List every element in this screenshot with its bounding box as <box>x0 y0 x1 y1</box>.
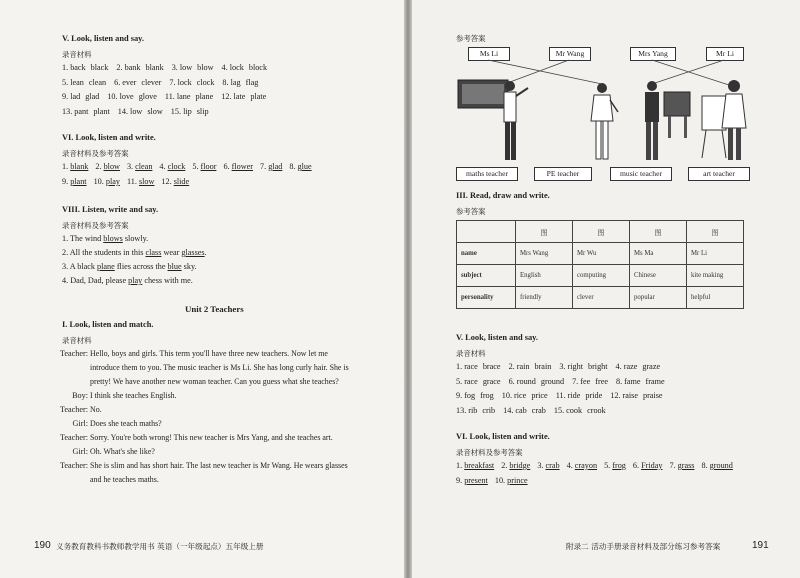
word: 11. ride <box>555 391 581 401</box>
word: ground <box>540 376 565 386</box>
item-number: 5. <box>192 162 201 171</box>
word: grace <box>482 376 501 386</box>
item-number: 6. <box>223 162 232 171</box>
right-sec6-sub: 录音材料及参考答案 <box>456 448 523 457</box>
answer-word: frog <box>612 461 626 470</box>
table-cell: clever <box>573 287 630 309</box>
speaker-label: Teacher: <box>59 349 88 358</box>
item-number: 8. <box>701 461 710 470</box>
name-tag-2: Mr Wang <box>549 47 591 61</box>
sentence-4: 4. Dad, Dad, please play chess with me. <box>62 276 193 285</box>
item-number: 1. <box>456 461 465 470</box>
word: 1. back <box>62 63 86 72</box>
word: 9. lad <box>62 92 81 102</box>
left-sec5-sub: 录音材料 <box>62 50 92 59</box>
item-number: 12. <box>161 177 174 186</box>
table-header-row <box>457 221 744 243</box>
word: 15. cook <box>553 405 583 415</box>
word: 13. rib <box>456 405 478 415</box>
word: 10. love <box>107 92 134 102</box>
speaker-label: Girl: <box>72 419 88 428</box>
word: 12. late <box>221 92 246 102</box>
table-cell: Chinese <box>630 265 687 287</box>
speaker-label: Boy: <box>72 391 88 400</box>
item-number: 7. <box>260 162 269 171</box>
item-number: 6. <box>632 461 642 470</box>
answer-word: floor <box>200 162 217 171</box>
name-tag-1: Ms Li <box>468 47 510 61</box>
word-pair-line <box>62 107 217 116</box>
word: 5. race <box>456 376 478 386</box>
item-number: 9. <box>456 476 465 485</box>
answer-word: plant <box>70 177 87 186</box>
sentence-3: 3. A black plane flies across the blue sky. <box>62 262 197 271</box>
word: flag <box>245 77 259 87</box>
answer-word: slow <box>138 177 155 186</box>
subject-tag-4: art teacher <box>688 167 750 181</box>
word: 15. lip <box>170 106 192 116</box>
answer-word: clean <box>135 162 153 171</box>
word-pair-line <box>62 78 266 87</box>
table-cell: 图 <box>687 221 744 243</box>
answer-word: crab <box>545 461 560 470</box>
dialogue-line: No. <box>90 405 102 414</box>
table-cell: Mr Wu <box>573 243 630 265</box>
table-cell: Mrs Wang <box>516 243 573 265</box>
word-pair-line <box>456 377 673 386</box>
book-gutter <box>404 0 412 578</box>
table-cell: Mr Li <box>687 243 744 265</box>
table-cell: 图 <box>630 221 687 243</box>
answer-word: Friday <box>641 461 663 470</box>
left-sec1-sub: 录音材料 <box>62 336 92 345</box>
word: glad <box>85 92 100 102</box>
word: frame <box>645 376 665 386</box>
dialogue-line: Hello, boys and girls. This term you'll have three new teachers. Now let me <box>90 349 328 358</box>
word: 14. cab <box>503 405 527 415</box>
word: brain <box>534 362 552 371</box>
word: blow <box>197 63 214 72</box>
answer-word: ground <box>709 461 733 470</box>
word-pair-line <box>456 362 668 371</box>
word: pride <box>585 391 603 401</box>
word: 8. lag <box>222 77 241 87</box>
word-pair-line <box>456 391 671 400</box>
right-sec3-sub: 参考答案 <box>456 207 486 216</box>
word: 14. low <box>117 106 143 116</box>
word: graze <box>642 362 661 371</box>
word: 1. race <box>456 362 478 371</box>
word-pair-line <box>62 63 275 72</box>
answer-word: blow <box>103 162 120 171</box>
word: plate <box>250 92 267 102</box>
subject-tag-3: music teacher <box>610 167 672 181</box>
answer-word: glue <box>297 162 312 171</box>
right-sec5-sub: 录音材料 <box>456 349 486 358</box>
word: 12. raise <box>610 391 638 401</box>
word: plant <box>93 106 110 116</box>
table-corner-cell <box>457 221 516 243</box>
name-tag-4: Mr Li <box>706 47 744 61</box>
word: block <box>248 63 268 72</box>
name-tag-3: Mrs Yang <box>630 47 676 61</box>
item-number: 4. <box>159 162 168 171</box>
word: 4. raze <box>615 362 638 371</box>
row-label: name <box>457 243 516 265</box>
left-sec8-heading: VIII. Listen, write and say. <box>62 205 159 214</box>
table-cell: Ms Ma <box>630 243 687 265</box>
page-number-left: 190 <box>34 540 51 551</box>
table-row <box>457 287 744 309</box>
left-sec6-heading: VI. Look, listen and write. <box>62 133 156 142</box>
answer-word: flower <box>231 162 254 171</box>
word: slip <box>196 106 209 116</box>
matching-illustration <box>412 0 800 190</box>
item-number: 10. <box>93 177 106 186</box>
running-footer-left: 义务教育教科书教师教学用书 英语（一年级起点）五年级上册 <box>56 542 264 551</box>
left-sec5-heading: V. Look, listen and say. <box>62 34 144 43</box>
word-pair-line <box>62 92 274 101</box>
speaker-label: Teacher: <box>59 461 88 470</box>
info-table <box>456 220 744 309</box>
left-sec6-sub: 录音材料及参考答案 <box>62 149 129 158</box>
item-number: 5. <box>604 461 613 470</box>
dialogue-line: I think she teaches English. <box>90 391 177 400</box>
music-teacher-figure <box>645 81 690 160</box>
answer-word: bridge <box>509 461 531 470</box>
item-number: 4. <box>566 461 575 470</box>
answer-word: crayon <box>574 461 598 470</box>
answer-word: grass <box>677 461 695 470</box>
speaker-label: Teacher: <box>59 405 88 414</box>
left-sec6-line1 <box>62 162 319 171</box>
matching-lines <box>488 60 732 86</box>
unit-title: Unit 2 Teachers <box>185 304 244 314</box>
left-sec1-heading: I. Look, listen and match. <box>62 320 154 329</box>
right-page <box>412 0 800 578</box>
word: bright <box>587 362 608 371</box>
word: crib <box>482 405 496 415</box>
dialogue-line: and he teaches maths. <box>90 475 159 484</box>
table-cell: kite making <box>687 265 744 287</box>
dialogue-line: Sorry. You're both wrong! This new teacher is Mrs Yang, and she teaches art. <box>90 433 333 442</box>
table-cell: English <box>516 265 573 287</box>
answer-word: present <box>464 476 488 485</box>
running-footer-right: 附录二 活动手册录音材料及部分练习参考答案 <box>566 542 721 551</box>
left-sec6-line2 <box>62 177 196 186</box>
item-number: 1. <box>62 162 71 171</box>
dialogue-line: Does she teach maths? <box>90 419 162 428</box>
right-sec3-heading: III. Read, draw and write. <box>456 191 550 200</box>
word: 10. rice <box>501 391 527 401</box>
word: 7. lock <box>169 77 192 87</box>
maths-teacher-figure <box>458 80 528 160</box>
item-number: 3. <box>537 461 546 470</box>
table-row <box>457 243 744 265</box>
item-number: 7. <box>669 461 678 470</box>
answer-word: glad <box>268 162 283 171</box>
table-cell: 图 <box>516 221 573 243</box>
word: 8. fame <box>615 376 641 386</box>
word: 3. low <box>171 63 193 72</box>
answer-word: blank <box>70 162 89 171</box>
item-number: 2. <box>95 162 104 171</box>
answer-word: clock <box>167 162 186 171</box>
dialogue-line: pretty! We have another new woman teacher. Can you guess what she teaches? <box>90 377 339 386</box>
word: blank <box>145 63 164 72</box>
item-number: 8. <box>289 162 298 171</box>
item-number: 11. <box>126 177 139 186</box>
word: 2. rain <box>508 362 530 371</box>
dialogue-line: introduce them to you. The music teacher is Ms Li. She has long curly hair. She is <box>90 363 349 372</box>
page-number-right: 191 <box>752 540 769 551</box>
answer-word: breakfast <box>464 461 495 470</box>
word: praise <box>642 391 663 401</box>
word: free <box>595 376 608 386</box>
subject-tag-1: maths teacher <box>456 167 518 181</box>
word: glove <box>138 92 157 102</box>
word: 3. right <box>559 362 583 371</box>
pe-teacher-figure <box>591 83 618 159</box>
right-ref-label: 参考答案 <box>456 34 486 43</box>
row-label: personality <box>457 287 516 309</box>
word: black <box>90 63 109 72</box>
word: 9. fog <box>456 391 476 401</box>
dialogue-line: Oh. What's she like? <box>90 447 155 456</box>
word: 5. lean <box>62 77 84 87</box>
subject-tag-2: PE teacher <box>534 167 592 181</box>
table-row <box>457 265 744 287</box>
left-sec8-sub: 录音材料及参考答案 <box>62 221 129 230</box>
word: 13. pant <box>62 106 89 116</box>
dialogue-line: She is slim and has short hair. The last new teacher is Mr Wang. He wears glasses <box>90 461 348 470</box>
table-cell: computing <box>573 265 630 287</box>
speaker-label: Teacher: <box>59 433 88 442</box>
word: clock <box>196 77 215 87</box>
speaker-label: Girl: <box>72 447 88 456</box>
word: frog <box>480 391 494 401</box>
sentence-1: 1. The wind blows slowly. <box>62 234 149 243</box>
sentence-2: 2. All the students in this class wear glasses. <box>62 248 207 257</box>
right-sec5-heading: V. Look, listen and say. <box>456 333 538 342</box>
word: crab <box>531 405 546 415</box>
word: brace <box>482 362 501 371</box>
word: 11. lane <box>164 92 191 102</box>
item-number: 9. <box>62 177 71 186</box>
word: 6. ever <box>114 77 137 87</box>
word: 6. round <box>508 376 536 386</box>
item-number: 2. <box>501 461 510 470</box>
word: clever <box>141 77 162 87</box>
row-label: subject <box>457 265 516 287</box>
item-number: 10. <box>494 476 508 485</box>
answer-word: play <box>105 177 120 186</box>
table-cell: helpful <box>687 287 744 309</box>
table-cell: friendly <box>516 287 573 309</box>
right-sec6-line2 <box>456 476 535 485</box>
art-teacher-figure <box>702 80 746 160</box>
answer-word: slide <box>173 177 190 186</box>
word: 7. fee <box>572 376 591 386</box>
answer-word: prince <box>507 476 528 485</box>
word: price <box>531 391 548 401</box>
table-cell: 图 <box>573 221 630 243</box>
word: clean <box>88 77 107 87</box>
item-number: 3. <box>126 162 136 171</box>
right-sec6-heading: VI. Look, listen and write. <box>456 432 550 441</box>
right-sec6-line1 <box>456 461 740 470</box>
word: 4. lock <box>221 63 244 72</box>
word-pair-line <box>456 406 614 415</box>
word: plane <box>195 92 214 102</box>
table-cell: popular <box>630 287 687 309</box>
word: slow <box>147 106 163 116</box>
word: 2. bank <box>116 63 141 72</box>
word: crook <box>587 405 606 415</box>
